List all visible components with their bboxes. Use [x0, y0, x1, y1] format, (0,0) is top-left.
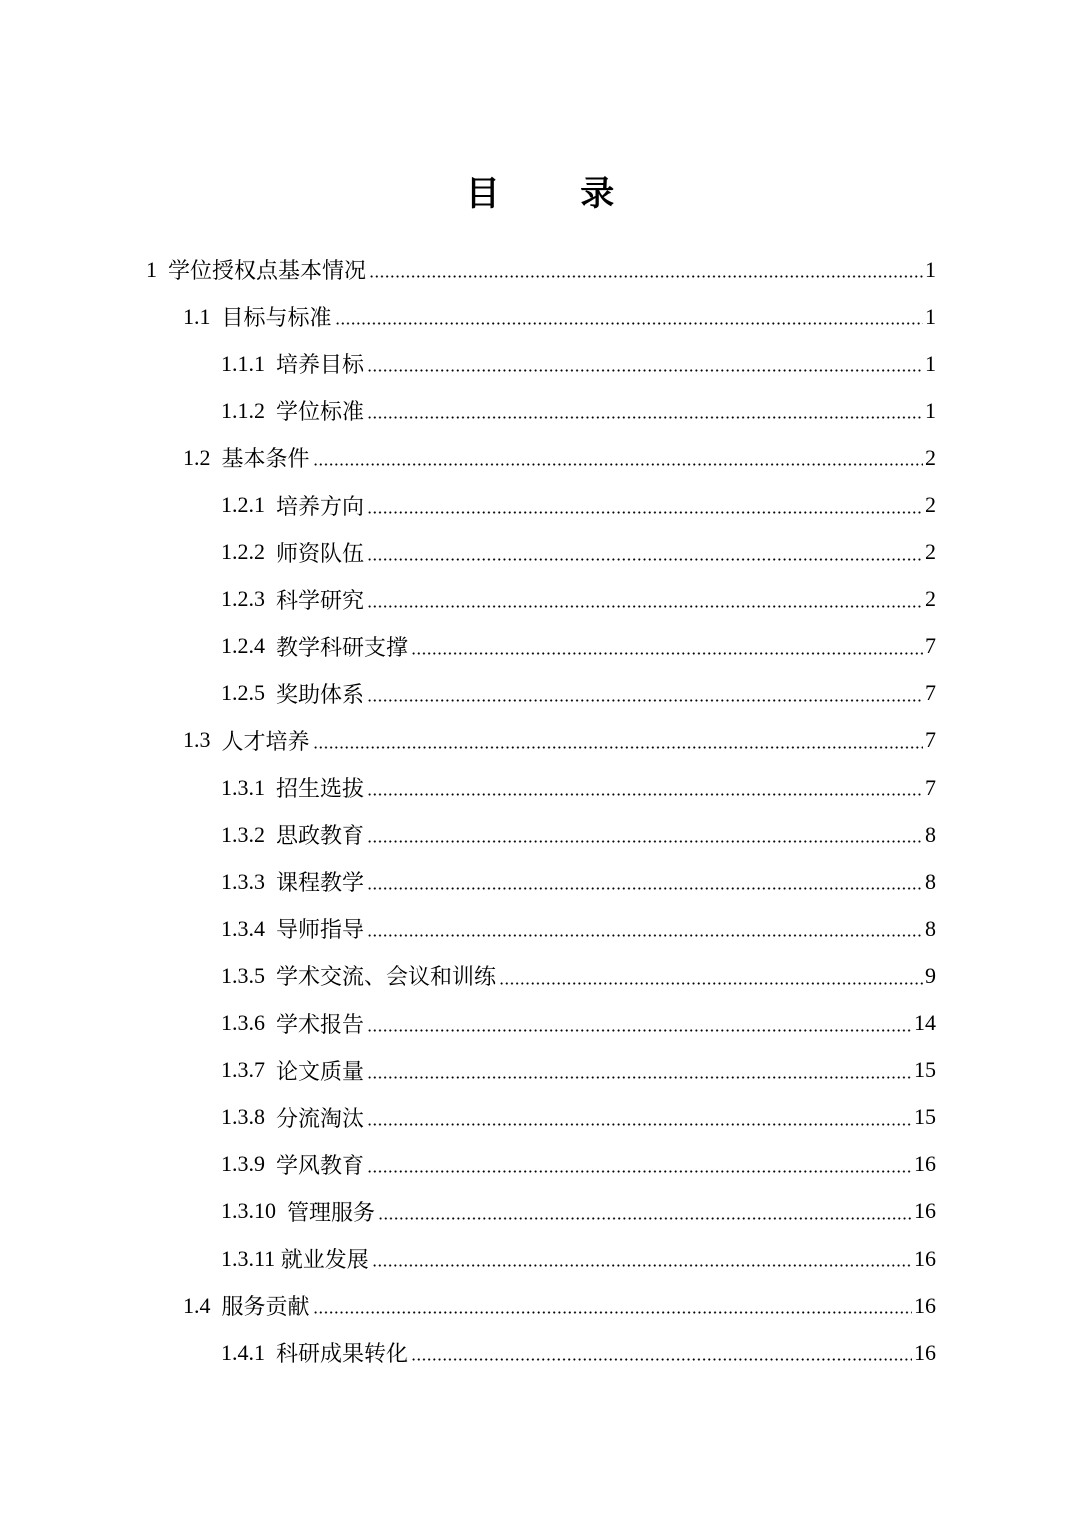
toc-entry-page-number: 7: [925, 727, 936, 753]
toc-title: 目 录: [465, 176, 651, 213]
toc-leader-dots: [367, 793, 923, 796]
toc-entry-number: 1.3.9: [221, 1151, 276, 1177]
toc-entry[interactable]: [0, 670, 1080, 717]
toc-entry-number: 1.2.3: [221, 586, 276, 612]
toc-leader-dots: [367, 1029, 912, 1032]
toc-entry-page-number: 1: [925, 397, 936, 423]
toc-leader-dots: [367, 1076, 912, 1079]
toc-entry-page-number: 7: [925, 633, 936, 659]
toc-entry-title: 基本条件: [221, 446, 310, 472]
toc-entry-number: 1.2.4: [221, 633, 276, 659]
toc-entry-number: 1.3.7: [221, 1057, 276, 1083]
toc-entry-title: 思政教育: [276, 823, 365, 849]
toc-entry-page-number: 8: [925, 915, 936, 941]
toc-entry[interactable]: [0, 1188, 1080, 1235]
toc-entry[interactable]: [0, 481, 1080, 528]
toc-entry-page-number: 1: [925, 350, 936, 376]
toc-entry-number: 1.3.6: [221, 1010, 276, 1036]
toc-entry-title: 科学研究: [276, 587, 365, 613]
toc-entry-page-number: 14: [914, 1010, 936, 1036]
toc-entry-page-number: 1: [925, 303, 936, 329]
toc-entry-number: 1.1: [183, 303, 222, 329]
toc-entry-title: 教学科研支撑: [276, 634, 409, 660]
toc-entry-number: 1.3.1: [221, 774, 276, 800]
toc-entry[interactable]: [0, 1282, 1080, 1329]
toc-entry-title: 课程教学: [276, 870, 365, 896]
toc-leader-dots: [367, 558, 923, 561]
toc-entry-title: 学术交流、会议和训练: [276, 964, 497, 990]
toc-entry[interactable]: [0, 246, 1080, 293]
toc-entry-title: 招生选拔: [276, 776, 365, 802]
toc-entry-page-number: 16: [914, 1245, 936, 1271]
toc-entry-number: 1.1.2: [221, 397, 276, 423]
toc-leader-dots: [367, 887, 923, 890]
toc-entry-number: 1.4: [183, 1292, 222, 1318]
toc-entry[interactable]: [0, 340, 1080, 387]
toc-entry-title: 培养目标: [276, 352, 365, 378]
toc-entry-page-number: 2: [925, 539, 936, 565]
toc-entry-number: 1: [146, 256, 168, 282]
toc-leader-dots: [313, 463, 923, 466]
toc-entry-number: 1.3.2: [221, 821, 276, 847]
toc-entry-number: 1.2.2: [221, 539, 276, 565]
toc-entry[interactable]: [0, 764, 1080, 811]
toc-entry-page-number: 2: [925, 586, 936, 612]
toc-entry-title: 管理服务: [287, 1199, 376, 1225]
toc-entry[interactable]: [0, 576, 1080, 623]
toc-entry-number: 1.3.3: [221, 868, 276, 894]
toc-leader-dots: [378, 1217, 912, 1220]
toc-leader-dots: [367, 1170, 912, 1173]
toc-leader-dots: [367, 605, 923, 608]
toc-entry-number: 1.2: [183, 444, 222, 470]
toc-entry[interactable]: [0, 905, 1080, 952]
toc-entry-page-number: 16: [914, 1292, 936, 1318]
toc-leader-dots: [313, 746, 923, 749]
toc-entry-number: 1.3.11: [221, 1245, 281, 1271]
toc-leader-dots: [367, 840, 923, 843]
toc-entry-title: 学术报告: [276, 1011, 365, 1037]
toc-entry[interactable]: [0, 811, 1080, 858]
toc-entry[interactable]: [0, 1000, 1080, 1047]
toc-entry[interactable]: [0, 1047, 1080, 1094]
toc-entry-title: 目标与标准: [221, 305, 332, 331]
toc-entry[interactable]: [0, 623, 1080, 670]
toc-entry-page-number: 16: [914, 1339, 936, 1365]
toc-entry-number: 1.4.1: [221, 1339, 276, 1365]
toc-entry[interactable]: [0, 434, 1080, 481]
toc-entry-title: 论文质量: [276, 1058, 365, 1084]
toc-entry-number: 1.2.1: [221, 492, 276, 518]
toc-leader-dots: [411, 652, 923, 655]
toc-entry[interactable]: [0, 387, 1080, 434]
toc-entry-number: 1.3: [183, 727, 222, 753]
toc-entry-title: 导师指导: [276, 917, 365, 943]
toc-entry-title: 分流淘汰: [276, 1105, 365, 1131]
toc-entry[interactable]: [0, 293, 1080, 340]
toc-entry-page-number: 7: [925, 680, 936, 706]
toc-entry-number: 1.3.5: [221, 962, 276, 988]
toc-entry-number: 1.2.5: [221, 680, 276, 706]
toc-leader-dots: [411, 1358, 912, 1361]
toc-leader-dots: [367, 699, 923, 702]
toc-entry-title: 培养方向: [276, 493, 365, 519]
toc-leader-dots: [367, 1123, 912, 1126]
toc-entry-number: 1.3.10: [221, 1198, 287, 1224]
toc-entry-title: 奖助体系: [276, 681, 365, 707]
toc-leader-dots: [367, 934, 923, 937]
toc-entry[interactable]: [0, 717, 1080, 764]
toc-leader-dots: [499, 982, 923, 985]
toc-entry-title: 学位标准: [276, 399, 365, 425]
toc-entry-page-number: 8: [925, 868, 936, 894]
toc-leader-dots: [313, 1311, 912, 1314]
toc-entry-page-number: 16: [914, 1151, 936, 1177]
toc-entry-number: 1.3.4: [221, 915, 276, 941]
toc-entry[interactable]: [0, 858, 1080, 905]
toc-entry-title: 人才培养: [221, 728, 310, 754]
toc-leader-dots: [369, 275, 923, 278]
toc-leader-dots: [367, 416, 923, 419]
toc-entry-title: 学风教育: [276, 1152, 365, 1178]
toc-leader-dots: [372, 1264, 912, 1267]
toc-entry-page-number: 15: [914, 1057, 936, 1083]
toc-entry[interactable]: [0, 1141, 1080, 1188]
toc-entry[interactable]: [0, 1329, 1080, 1376]
toc-entry-page-number: 16: [914, 1198, 936, 1224]
toc-entry-title: 师资队伍: [276, 540, 365, 566]
toc-entry-title: 就业发展: [280, 1247, 369, 1273]
toc-entry-page-number: 8: [925, 821, 936, 847]
toc-entry-page-number: 2: [925, 444, 936, 470]
toc-entry-page-number: 9: [925, 962, 936, 988]
toc-entry-title: 科研成果转化: [276, 1341, 409, 1367]
toc-leader-dots: [335, 322, 923, 325]
toc-leader-dots: [367, 369, 923, 372]
toc-entry[interactable]: [0, 529, 1080, 576]
toc-entry-number: 1.1.1: [221, 350, 276, 376]
toc-entry-title: 服务贡献: [221, 1294, 310, 1320]
toc-entry[interactable]: [0, 1235, 1080, 1282]
toc-entry-page-number: 1: [925, 256, 936, 282]
toc-entry-page-number: 7: [925, 774, 936, 800]
toc-entry-number: 1.3.8: [221, 1104, 276, 1130]
toc-entry[interactable]: [0, 1094, 1080, 1141]
toc-entry-page-number: 2: [925, 492, 936, 518]
toc-entry-page-number: 15: [914, 1104, 936, 1130]
toc-entry[interactable]: [0, 952, 1080, 999]
toc-entry-title: 学位授权点基本情况: [168, 258, 367, 284]
toc-leader-dots: [367, 511, 923, 514]
toc-list: [0, 246, 1080, 1376]
